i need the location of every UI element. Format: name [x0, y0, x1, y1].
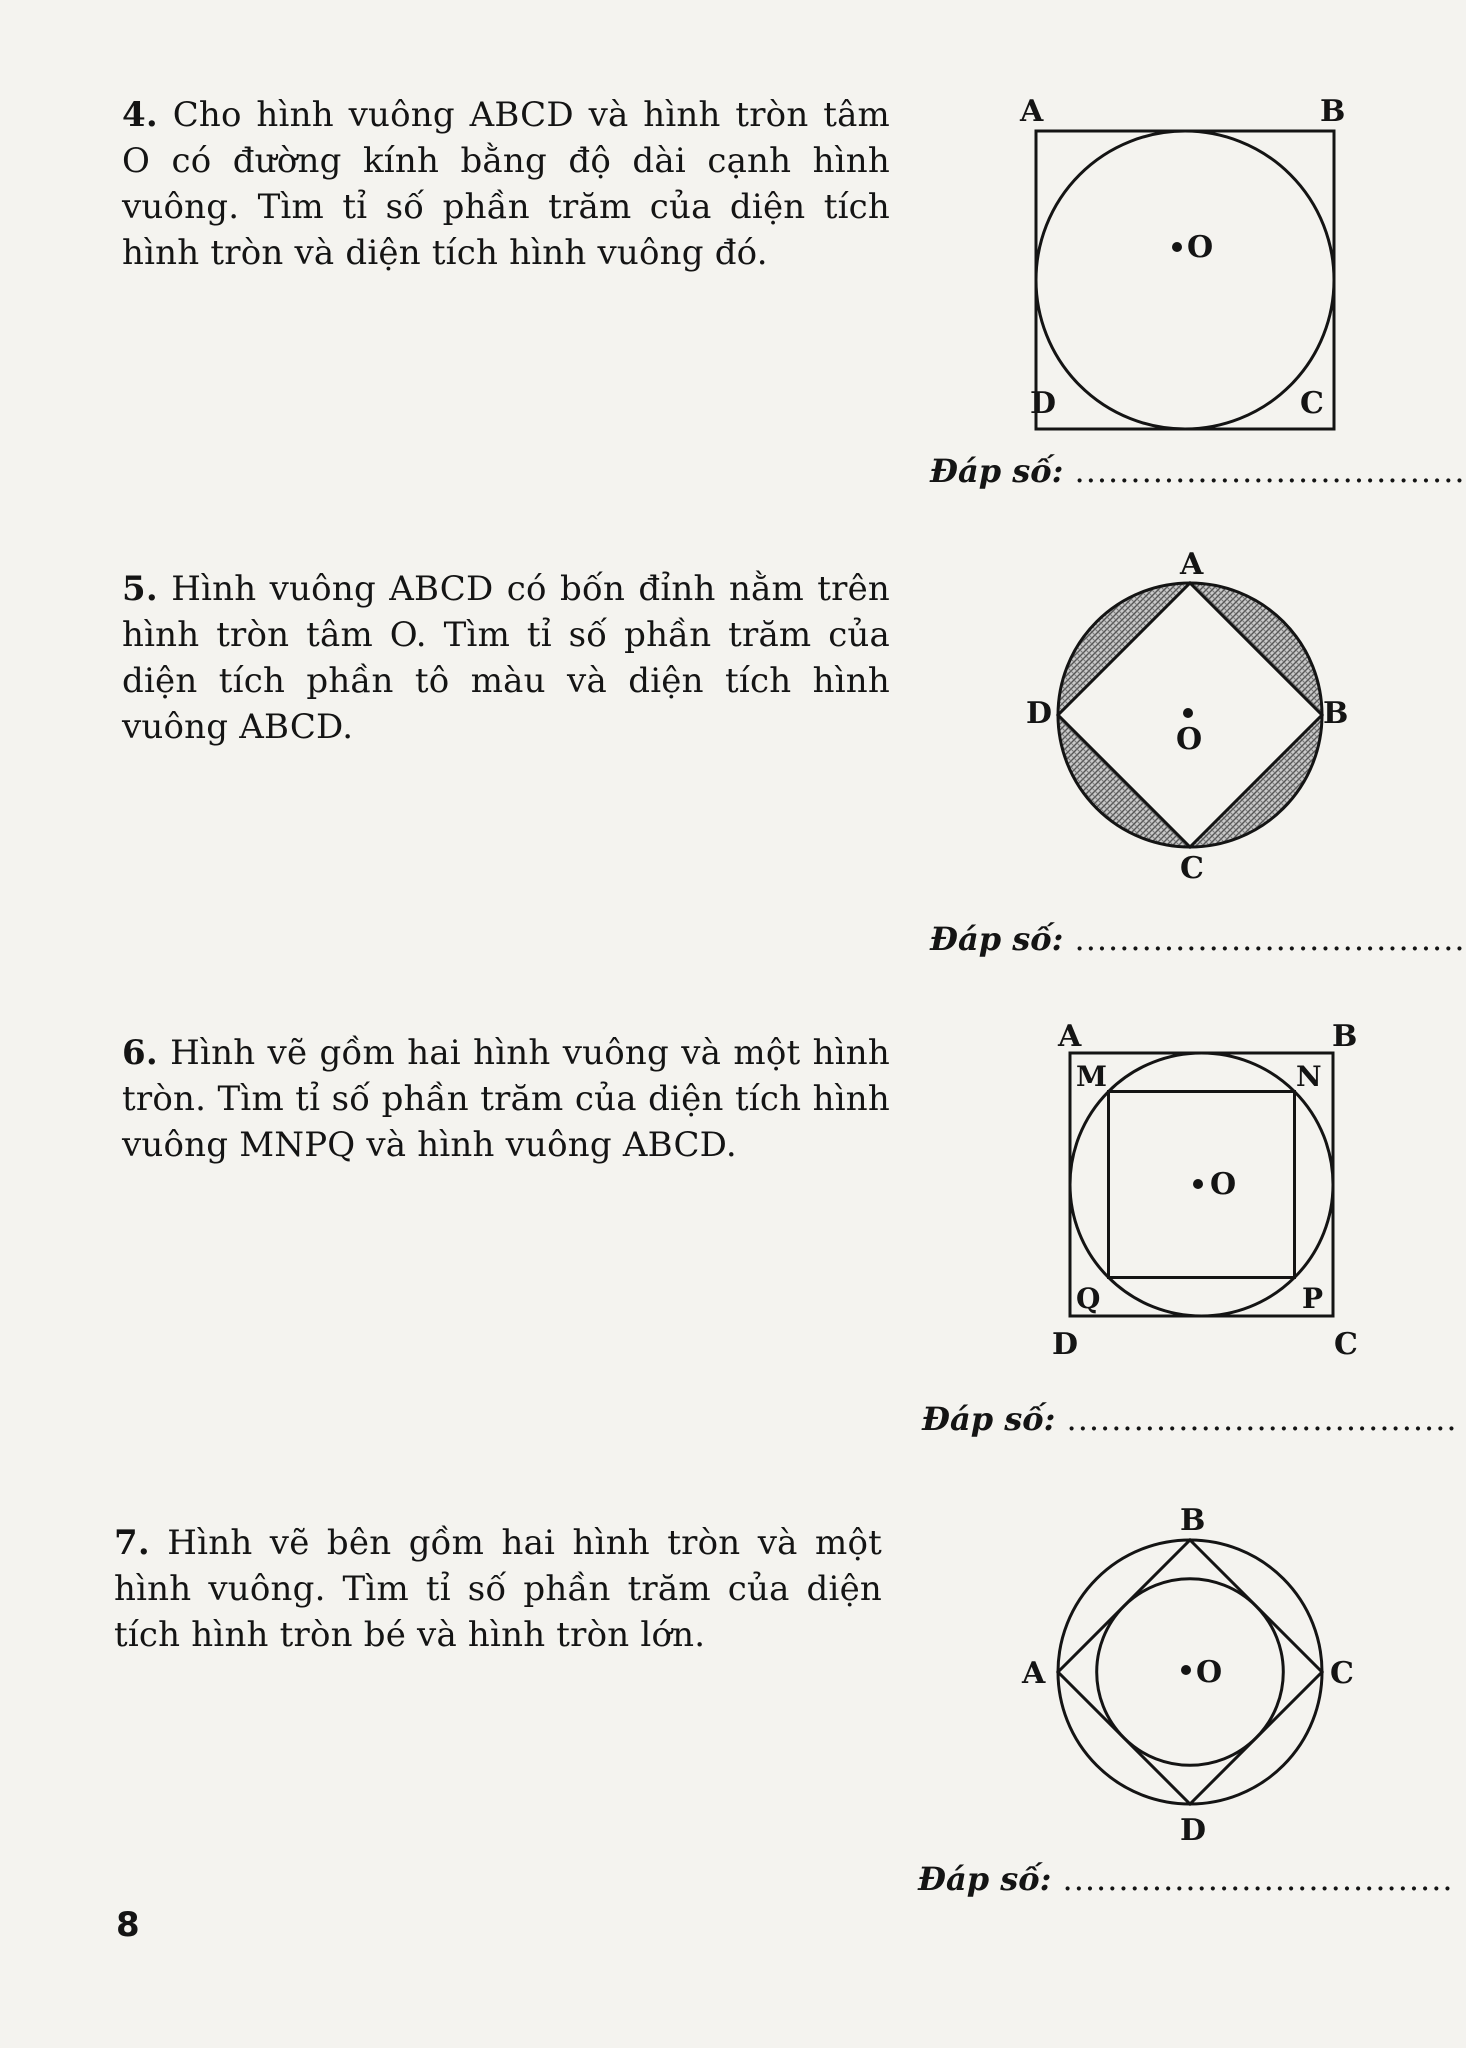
- problem-statement: Hình vẽ gồm hai hình vuông và một hình tròn. Tìm tỉ số phần trăm của diện tích hình vuông MNPQ và hình vuông ABCD.: [122, 1033, 890, 1165]
- problem-number: 6.: [122, 1033, 158, 1073]
- label-o: O: [1187, 230, 1214, 265]
- problem-6-figure: [1040, 1018, 1410, 1368]
- label-d: D: [1180, 1813, 1207, 1848]
- label-p: P: [1302, 1282, 1324, 1315]
- problem-number: 7.: [114, 1523, 150, 1563]
- problem-4-text: [122, 92, 890, 276]
- answer-label: Đáp số:: [930, 452, 1064, 490]
- answer-label: Đáp số:: [918, 1860, 1052, 1898]
- answer-label: Đáp số:: [922, 1400, 1056, 1438]
- label-a: A: [1020, 94, 1044, 129]
- problem-number: 4.: [122, 95, 158, 135]
- label-a: A: [1022, 1656, 1046, 1691]
- label-b: B: [1323, 696, 1349, 731]
- label-b: B: [1180, 1503, 1206, 1538]
- problem-5-text: [122, 566, 890, 750]
- label-d: D: [1052, 1327, 1079, 1362]
- problem-6-answer: [922, 1400, 1458, 1438]
- answer-blank[interactable]: ...................................: [1074, 920, 1466, 958]
- label-a: A: [1058, 1019, 1082, 1054]
- answer-label: Đáp số:: [930, 920, 1064, 958]
- label-o: O: [1176, 722, 1203, 757]
- label-m: M: [1076, 1060, 1107, 1093]
- label-n: N: [1296, 1060, 1322, 1093]
- label-c: C: [1180, 851, 1204, 886]
- label-b: B: [1320, 94, 1346, 129]
- label-a: A: [1180, 547, 1204, 582]
- problem-statement: Hình vẽ bên gồm hai hình tròn và một hình vuông. Tìm tỉ số phần trăm của diện tích hình tròn bé và hình tròn lớn.: [114, 1523, 882, 1655]
- label-d: D: [1026, 696, 1053, 731]
- answer-blank[interactable]: ...................................: [1062, 1860, 1454, 1898]
- problem-5-figure: [1020, 548, 1400, 888]
- label-c: C: [1334, 1327, 1358, 1362]
- problem-5-answer: [930, 920, 1466, 958]
- label-c: C: [1300, 386, 1324, 421]
- label-d: D: [1030, 386, 1057, 421]
- page-number: 8: [116, 1905, 140, 1945]
- label-b: B: [1332, 1019, 1358, 1054]
- answer-blank[interactable]: ...................................: [1066, 1400, 1458, 1438]
- label-q: Q: [1076, 1282, 1101, 1315]
- problem-7-answer: [918, 1860, 1454, 1898]
- label-o: O: [1196, 1655, 1223, 1690]
- problem-6-text: [122, 1030, 890, 1168]
- problem-4-answer: [930, 452, 1466, 490]
- problem-7-figure: [1010, 1500, 1390, 1860]
- problem-statement: Cho hình vuông ABCD và hình tròn tâm O có đường kính bằng độ dài cạnh hình vuông. Tìm tỉ số phần trăm của diện tích hình tròn và diện tích hình vuông đó.: [122, 95, 890, 273]
- problem-statement: Hình vuông ABCD có bốn đỉnh nằm trên hình tròn tâm O. Tìm tỉ số phần trăm của diện tích phần tô màu và diện tích hình vuông ABCD.: [122, 569, 891, 747]
- problem-7-text: [114, 1520, 882, 1658]
- problem-number: 5.: [122, 569, 158, 609]
- label-o: O: [1210, 1167, 1237, 1202]
- label-c: C: [1330, 1656, 1354, 1691]
- problem-4-figure: [1020, 95, 1400, 435]
- answer-blank[interactable]: ...................................: [1074, 452, 1466, 490]
